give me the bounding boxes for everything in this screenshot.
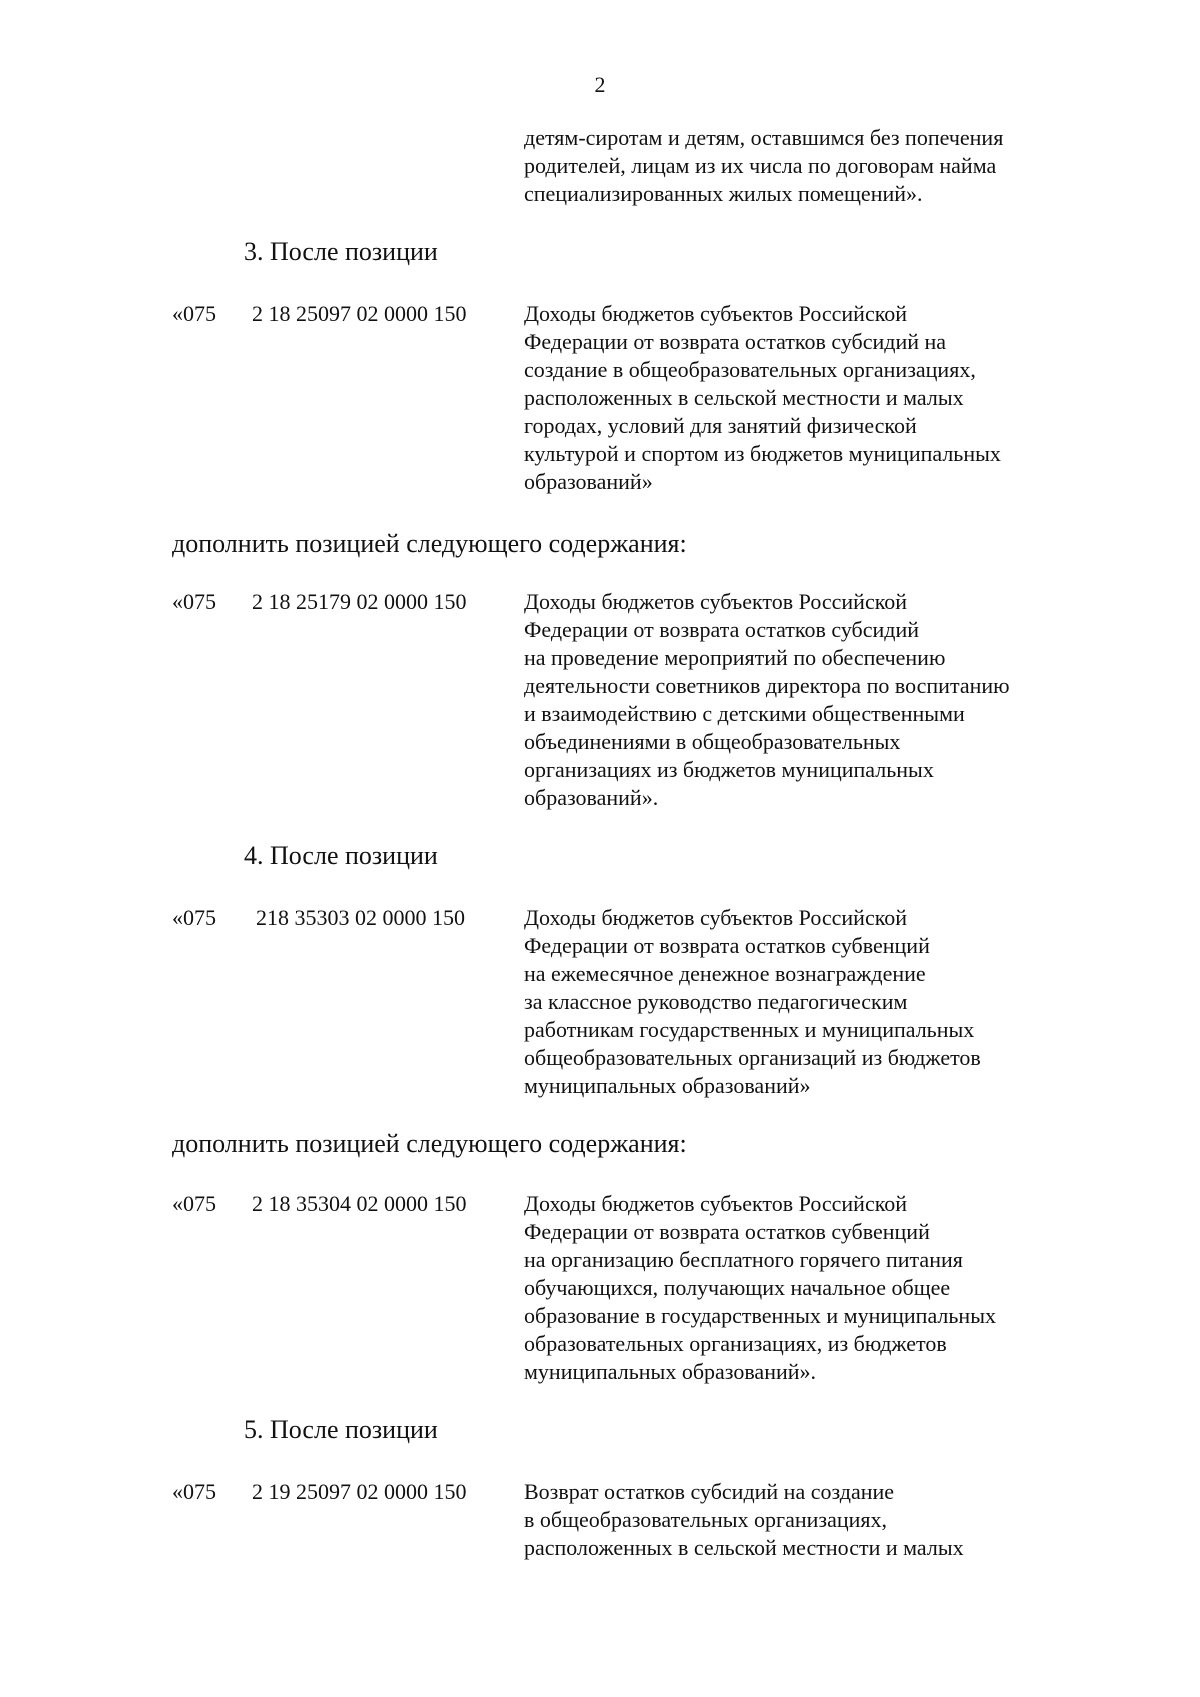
section-3-heading: 3. После позиции — [244, 237, 438, 266]
admin-code: «075 — [172, 905, 216, 930]
admin-code: «075 — [172, 1479, 216, 1504]
position-description: Доходы бюджетов субъектов Российской Федерации от возврата остатков субсидий на создание в общеобразовательных организациях, расположенных в сельской местности и малых городах, условий для занятий физической культурой и спортом из бюджетов муниципальных образований» — [524, 301, 1001, 494]
position-description: Доходы бюджетов субъектов Российской Федерации от возврата остатков субвенций на организацию бесплатного горячего питания обучающихся, получающих начальное общее образование в государственных и муниципальных образовательных организациях, из бюджетов муниципальных образований». — [524, 1191, 996, 1384]
budget-code: 2 19 25097 02 0000 150 — [252, 1479, 467, 1504]
section-5-heading: 5. После позиции — [244, 1415, 438, 1444]
page-number: 2 — [594, 72, 606, 97]
section-4-heading: 4. После позиции — [244, 841, 438, 870]
position-description: Доходы бюджетов субъектов Российской Федерации от возврата остатков субвенций на ежемесячное денежное вознаграждение за классное руководство педагогическим работникам государственных и муниципальных общеобразовательных организаций из бюджетов муниципальных образований» — [524, 905, 981, 1098]
supplement-text-s4: дополнить позицией следующего содержания: — [172, 1129, 687, 1158]
admin-code: «075 — [172, 589, 216, 614]
budget-code: 2 18 25097 02 0000 150 — [252, 301, 467, 326]
admin-code: «075 — [172, 301, 216, 326]
budget-code: 2 18 25179 02 0000 150 — [252, 589, 467, 614]
budget-code: 218 35303 02 0000 150 — [256, 905, 465, 930]
position-description: Возврат остатков субсидий на создание в общеобразовательных организациях, расположенных в сельской местности и малых — [524, 1479, 964, 1560]
admin-code: «075 — [172, 1191, 216, 1216]
budget-code: 2 18 35304 02 0000 150 — [252, 1191, 467, 1216]
position-description: Доходы бюджетов субъектов Российской Федерации от возврата остатков субсидий на проведение мероприятий по обеспечению деятельности советников директора по воспитанию и взаимодействию с детскими общественными объединениями в общеобразовательных организациях из бюджетов муниципальных образований». — [524, 589, 1010, 810]
supplement-text-s3: дополнить позицией следующего содержания: — [172, 529, 687, 558]
intro-fragment: детям-сиротам и детям, оставшимся без попечения родителей, лицам из их числа по договорам найма специализированных жилых помещений». — [524, 125, 1004, 206]
